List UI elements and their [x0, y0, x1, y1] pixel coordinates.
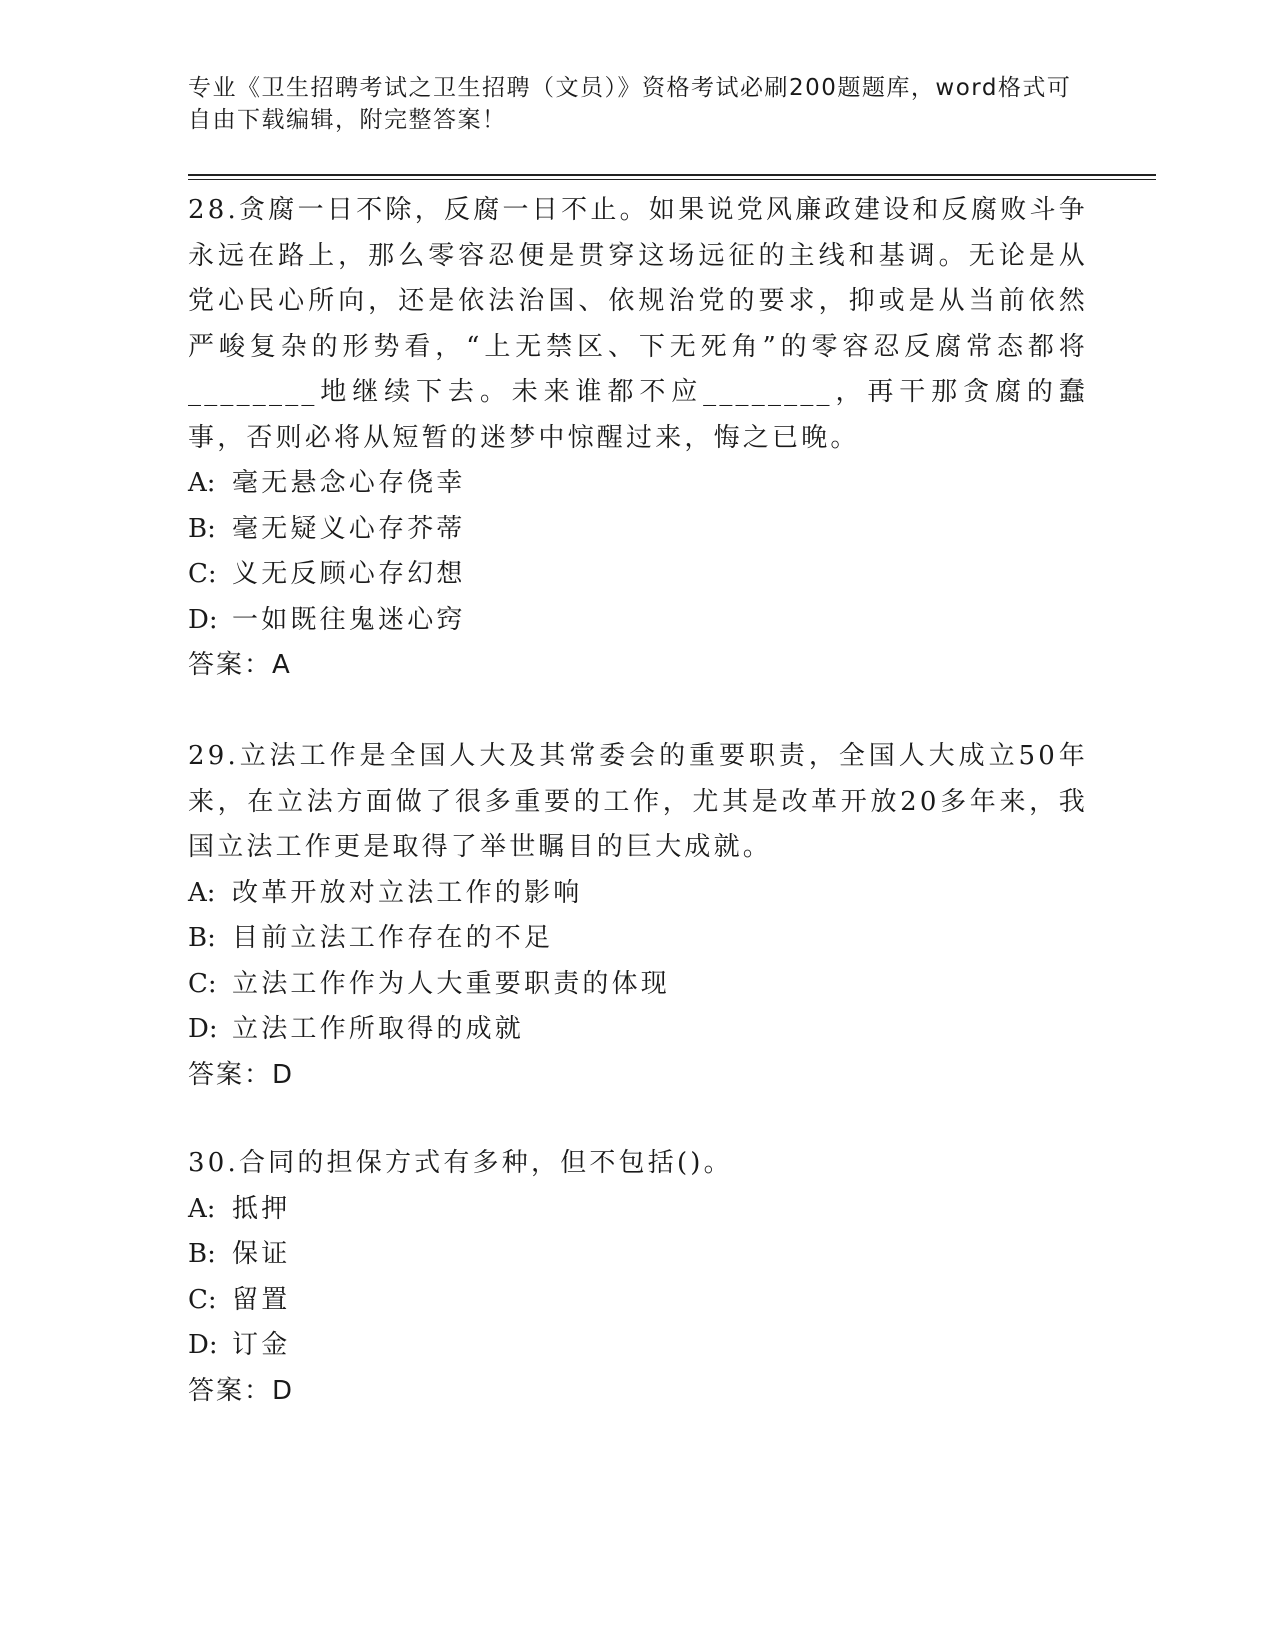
option-text: 立法工作所取得的成就 — [232, 1014, 525, 1044]
question-stem: 29.立法工作是全国人大及其常委会的重要职责，全国人大成立50年来，在立法方面做了很多重要的工作，尤其是改革开放20多年来，我国立法工作更是取得了举世瞩目的巨大成就。 — [188, 741, 1088, 862]
option-letter: D: — [188, 604, 218, 635]
option-letter: A: — [188, 1193, 216, 1224]
option-text: 保证 — [232, 1239, 291, 1269]
option-d — [188, 1323, 1088, 1369]
option-letter: A: — [188, 468, 216, 498]
option-text: 毫无悬念心存侥幸 — [232, 468, 466, 498]
option-letter: C: — [188, 968, 217, 999]
option-letter: D: — [188, 1330, 218, 1360]
question-28 — [188, 188, 1088, 689]
option-text: 毫无疑义心存芥蒂 — [232, 513, 466, 544]
option-text: 一如既往鬼迷心窍 — [232, 604, 466, 635]
option-letter: B: — [188, 1239, 216, 1269]
option-letter: C: — [188, 1284, 217, 1315]
answer: 答案：D — [188, 1059, 295, 1090]
option-c — [188, 1278, 1088, 1324]
option-c — [188, 552, 1088, 598]
option-letter: C: — [188, 559, 217, 589]
option-text: 立法工作作为人大重要职责的体现 — [232, 968, 671, 999]
question-stem: 30.合同的担保方式有多种，但不包括()。 — [188, 1148, 733, 1178]
option-c — [188, 962, 1088, 1008]
option-text: 抵押 — [232, 1193, 291, 1224]
answer: 答案：A — [188, 650, 292, 680]
question-29 — [188, 734, 1088, 1098]
option-text: 目前立法工作存在的不足 — [232, 923, 554, 953]
option-letter: B: — [188, 513, 216, 544]
option-text: 留置 — [232, 1284, 291, 1315]
option-b — [188, 507, 1088, 553]
option-d — [188, 1007, 1088, 1053]
option-b — [188, 916, 1088, 962]
option-b — [188, 1232, 1088, 1278]
option-letter: D: — [188, 1014, 218, 1044]
option-text: 改革开放对立法工作的影响 — [232, 877, 583, 908]
option-d — [188, 598, 1088, 644]
answer: 答案：D — [188, 1375, 295, 1406]
header-divider — [188, 174, 1156, 180]
option-letter: B: — [188, 923, 216, 953]
option-a — [188, 871, 1088, 917]
option-text: 订金 — [232, 1330, 291, 1360]
option-a — [188, 461, 1088, 507]
option-letter: A: — [188, 877, 216, 908]
option-a — [188, 1187, 1088, 1233]
header-note: 专业《卫生招聘考试之卫生招聘（文员）》资格考试必刷200题题库，word格式可自由下载编辑，附完整答案！ — [188, 75, 1072, 133]
question-30 — [188, 1141, 1088, 1414]
question-stem: 28.贪腐一日不除，反腐一日不止。如果说党风廉政建设和反腐败斗争永远在路上，那么零容忍便是贯穿这场远征的主线和基调。无论是从党心民心所向，还是依法治国、依规治党的要求，抑或是从当前依然严峻复杂的形势看，“上无禁区、下无死角”的零容忍反腐常态都将________地继续下去。未来谁都不应________，再干那贪腐的蠢事，否则必将从短暂的迷梦中惊醒过来，悔之已晚。 — [188, 195, 1088, 453]
option-text: 义无反顾心存幻想 — [232, 559, 466, 589]
